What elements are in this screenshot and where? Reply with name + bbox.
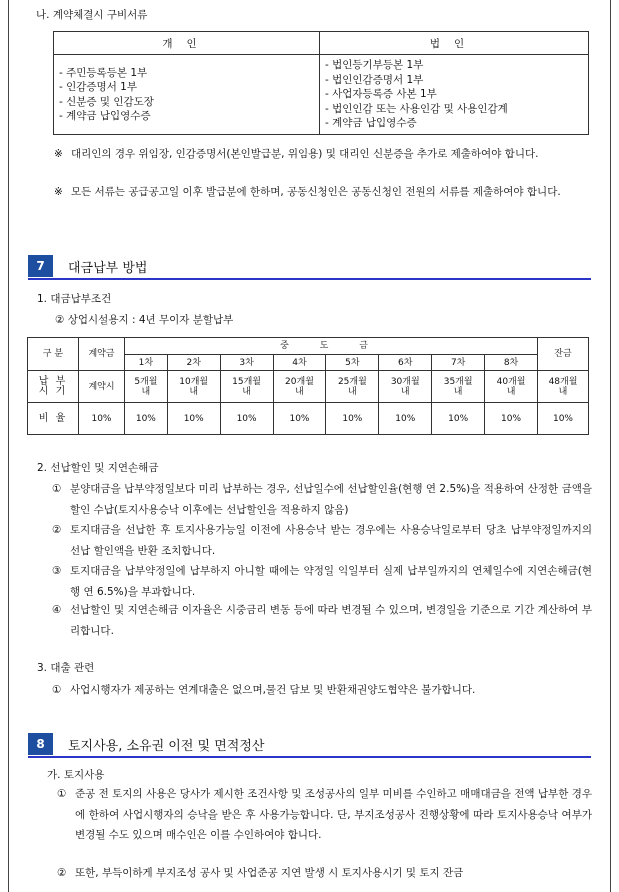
row-label-timing: 납 부 시 기 (28, 371, 79, 403)
ratio-cell: 10% (220, 403, 273, 435)
timing-cell: 40개월 내 (485, 371, 538, 403)
page-left-border (8, 0, 9, 892)
ratio-cell: 10% (379, 403, 432, 435)
header-gubun: 구 분 (28, 338, 79, 371)
corporate-doc-item: - 법인인감 또는 사용인감 및 사용인감계 (325, 102, 508, 115)
payment-conditions-heading: 1. 대금납부조건 (37, 293, 112, 305)
note-proxy: ※ 대리인의 경우 위임장, 인감증명서(본인발급분, 위임용) 및 대리인 신분증을 추가로 제출하여야 합니다. (54, 148, 539, 160)
section-8-title: 토지사용, 소유권 이전 및 면적정산 (68, 739, 265, 754)
timing-cell: 35개월 내 (432, 371, 485, 403)
section-7-header (28, 252, 591, 280)
corporate-doc-item: - 계약금 납입영수증 (325, 117, 417, 130)
note-documents: ※ 모든 서류는 공급공고일 이후 발급분에 한하며, 공동신청인은 공동신청인 전원의 서류를 제출하여야 합니다. (54, 186, 561, 198)
page-right-border (610, 0, 611, 892)
installment-header: 1차 (125, 355, 168, 371)
timing-cell: 15개월 내 (220, 371, 273, 403)
section-7-number: 7 (28, 255, 53, 277)
loan-heading: 3. 대출 관련 (37, 662, 95, 674)
ratio-cell: 10% (273, 403, 326, 435)
ratio-cell: 10% (326, 403, 379, 435)
land-use-item: ① 준공 전 토지의 사용은 당사가 제시한 조건사항 및 조성공사의 일부 미비를 수인하고 매매대금을 전액 납부한 경우에 한하여 사업시행자의 승낙을 받은 후 사용가능합니다. 단, 부지조성공사 진행상황에 따라 토지사용승낙 여부가 변경될 수도 있으며 매수인은 이를 수인하여야 합니다. (57, 788, 592, 841)
timing-cell: 25개월 내 (326, 371, 379, 403)
land-use-item: ② 또한, 부득이하게 부지조성 공사 및 사업준공 지연 발생 시 토지사용시기 및 토지 잔금 (57, 867, 464, 879)
timing-cell: 10개월 내 (167, 371, 220, 403)
land-use-heading: 가. 토지사용 (47, 769, 105, 781)
timing-balance: 48개월 내 (538, 371, 589, 403)
prepayment-item: ① 분양대금을 납부약정일보다 미리 납부하는 경우, 선납일수에 선납할인율(현행 연 2.5%)을 적용하여 산정한 금액을 할인 수납(토지사용승낙 이후에는 선납할인을 적용하지 않음) (52, 483, 592, 516)
prepayment-heading: 2. 선납할인 및 지연손해금 (37, 462, 159, 474)
installment-header: 7차 (432, 355, 485, 371)
prepayment-item: ④ 선납할인 및 지연손해금 이자율은 시중금리 변동 등에 따라 변경될 수 있으며, 변경일을 기준으로 기간 계산하여 부리합니다. (52, 604, 592, 637)
header-middle-payment: 중 도 금 (125, 338, 538, 355)
commercial-land-terms: ② 상업시설용지 : 4년 무이자 분할납부 (55, 314, 234, 326)
ratio-cell: 10% (485, 403, 538, 435)
installment-header: 2차 (167, 355, 220, 371)
corporate-doc-item: - 법인인감증명서 1부 (325, 73, 424, 86)
ratio-cell: 10% (167, 403, 220, 435)
prepayment-item: ② 토지대금을 선납한 후 토지사용가능일 이전에 사용승낙 받는 경우에는 사용승낙일로부터 당초 납부약정일까지의 선납 할인액을 반환 조치합니다. (52, 524, 592, 557)
document-requirements-table (53, 31, 589, 135)
ratio-contract: 10% (79, 403, 125, 435)
timing-cell: 30개월 내 (379, 371, 432, 403)
section-na-heading: 나. 계약체결시 구비서류 (36, 9, 148, 21)
prepayment-item: ③ 토지대금을 납부약정일에 납부하지 아니할 때에는 약정일 익일부터 실제 납부일까지의 연체일수에 지연손해금(현행 연 6.5%)을 부과합니다. (52, 565, 592, 598)
installment-header: 6차 (379, 355, 432, 371)
row-label-ratio: 비 율 (28, 403, 79, 435)
section-7-title: 대금납부 방법 (68, 261, 148, 276)
individual-doc-item: - 주민등록등본 1부 (59, 66, 148, 79)
corporate-doc-item: - 법인등기부등본 1부 (325, 59, 424, 72)
section-8-number: 8 (28, 733, 53, 755)
individual-doc-item: - 신분증 및 인감도장 (59, 95, 154, 108)
timing-contract: 계약시 (79, 371, 125, 403)
ratio-cell: 10% (432, 403, 485, 435)
ratio-balance: 10% (538, 403, 589, 435)
header-contract: 계약금 (79, 338, 125, 371)
installment-schedule-table (27, 337, 589, 435)
header-balance: 잔금 (538, 338, 589, 371)
timing-cell: 5개월 내 (125, 371, 168, 403)
corporate-header: 법인 (320, 32, 589, 55)
timing-cell: 20개월 내 (273, 371, 326, 403)
section-8-header (28, 730, 591, 758)
installment-header: 5차 (326, 355, 379, 371)
individual-doc-item: - 인감증명서 1부 (59, 81, 138, 93)
corporate-doc-item: - 사업자등록증 사본 1부 (325, 88, 437, 101)
individual-docs-cell (54, 55, 320, 135)
installment-header: 4차 (273, 355, 326, 371)
installment-header: 3차 (220, 355, 273, 371)
loan-item: ① 사업시행자가 제공하는 연계대출은 없으며,물건 담보 및 반환채권양도협약은 불가합니다. (52, 684, 476, 696)
corporate-docs-cell (320, 55, 589, 135)
ratio-cell: 10% (125, 403, 168, 435)
individual-header: 개인 (54, 32, 320, 55)
installment-header: 8차 (485, 355, 538, 371)
individual-doc-item: - 계약금 납입영수증 (59, 110, 151, 122)
